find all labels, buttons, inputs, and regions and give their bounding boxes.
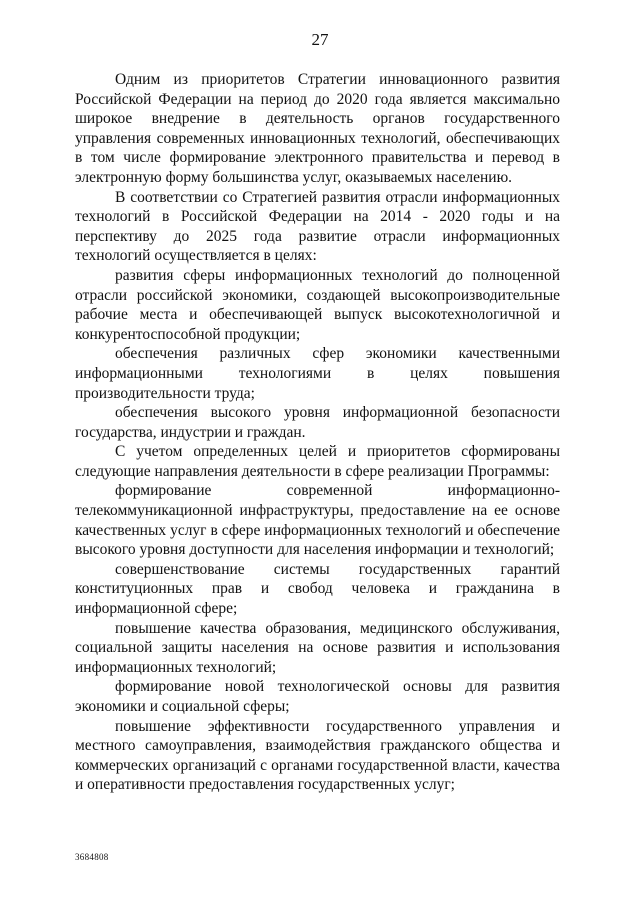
goal-item-it-industry: развития сферы информационных технологий до полноценной отрасли российской экономики, создающей высокопроизводительные рабочие места и обеспечивающей выпуск высокотехнологичной и конкурентоспособной продукции; [75, 266, 560, 343]
paragraph-it-strategy: В соответствии со Стратегией развития отрасли информационных технологий в Российской Федерации на 2014 - 2020 годы и на перспективу до 2025 года развитие отрасли информационных технологий осуществляется в целях: [75, 188, 560, 265]
document-body [75, 70, 560, 795]
page-number: 27 [311, 30, 329, 49]
goal-item-security: обеспечения высокого уровня информационной безопасности государства, индустрии и граждан. [75, 404, 560, 441]
direction-item-tech-basis: формирование новой технологической основы для развития экономики и социальной сферы; [75, 678, 560, 715]
direction-item-rights: совершенствование системы государственных гарантий конституционных прав и свобод человека и гражданина в информационной сфере; [75, 560, 560, 618]
document-id: 3684808 [75, 852, 109, 862]
paragraph-directions-intro: С учетом определенных целей и приоритетов сформированы следующие направления деятельности в сфере реализации Программы: [75, 443, 560, 480]
direction-item-social-quality: повышение качества образования, медицинского обслуживания, социальной защиты населения на основе развития и использования информационных технологий; [75, 619, 560, 676]
goal-item-economy-sectors: обеспечения различных сфер экономики качественными информационными технологиями в целях повышения производительности труда; [75, 345, 560, 402]
direction-item-governance: повышение эффективности государственного управления и местного самоуправления, взаимодействия гражданского общества и коммерческих организаций с органами государственной власти, качества и оперативности предоставления государственных услуг; [75, 717, 560, 794]
direction-item-infrastructure: формирование современной информационно-телекоммуникационной инфраструктуры, предоставление на ее основе качественных услуг в сфере информационных технологий и обеспечение высокого уровня доступности для населения информации и технологий; [75, 482, 560, 559]
paragraph-innovation-strategy: Одним из приоритетов Стратегии инновационного развития Российской Федерации на период до 2020 года является максимально широкое внедрение в деятельность органов государственного управления современных инновационных технологий, обеспечивающих в том числе формирование электронного правительства и перевод в электронную форму большинства услуг, оказываемых населению. [75, 71, 560, 186]
